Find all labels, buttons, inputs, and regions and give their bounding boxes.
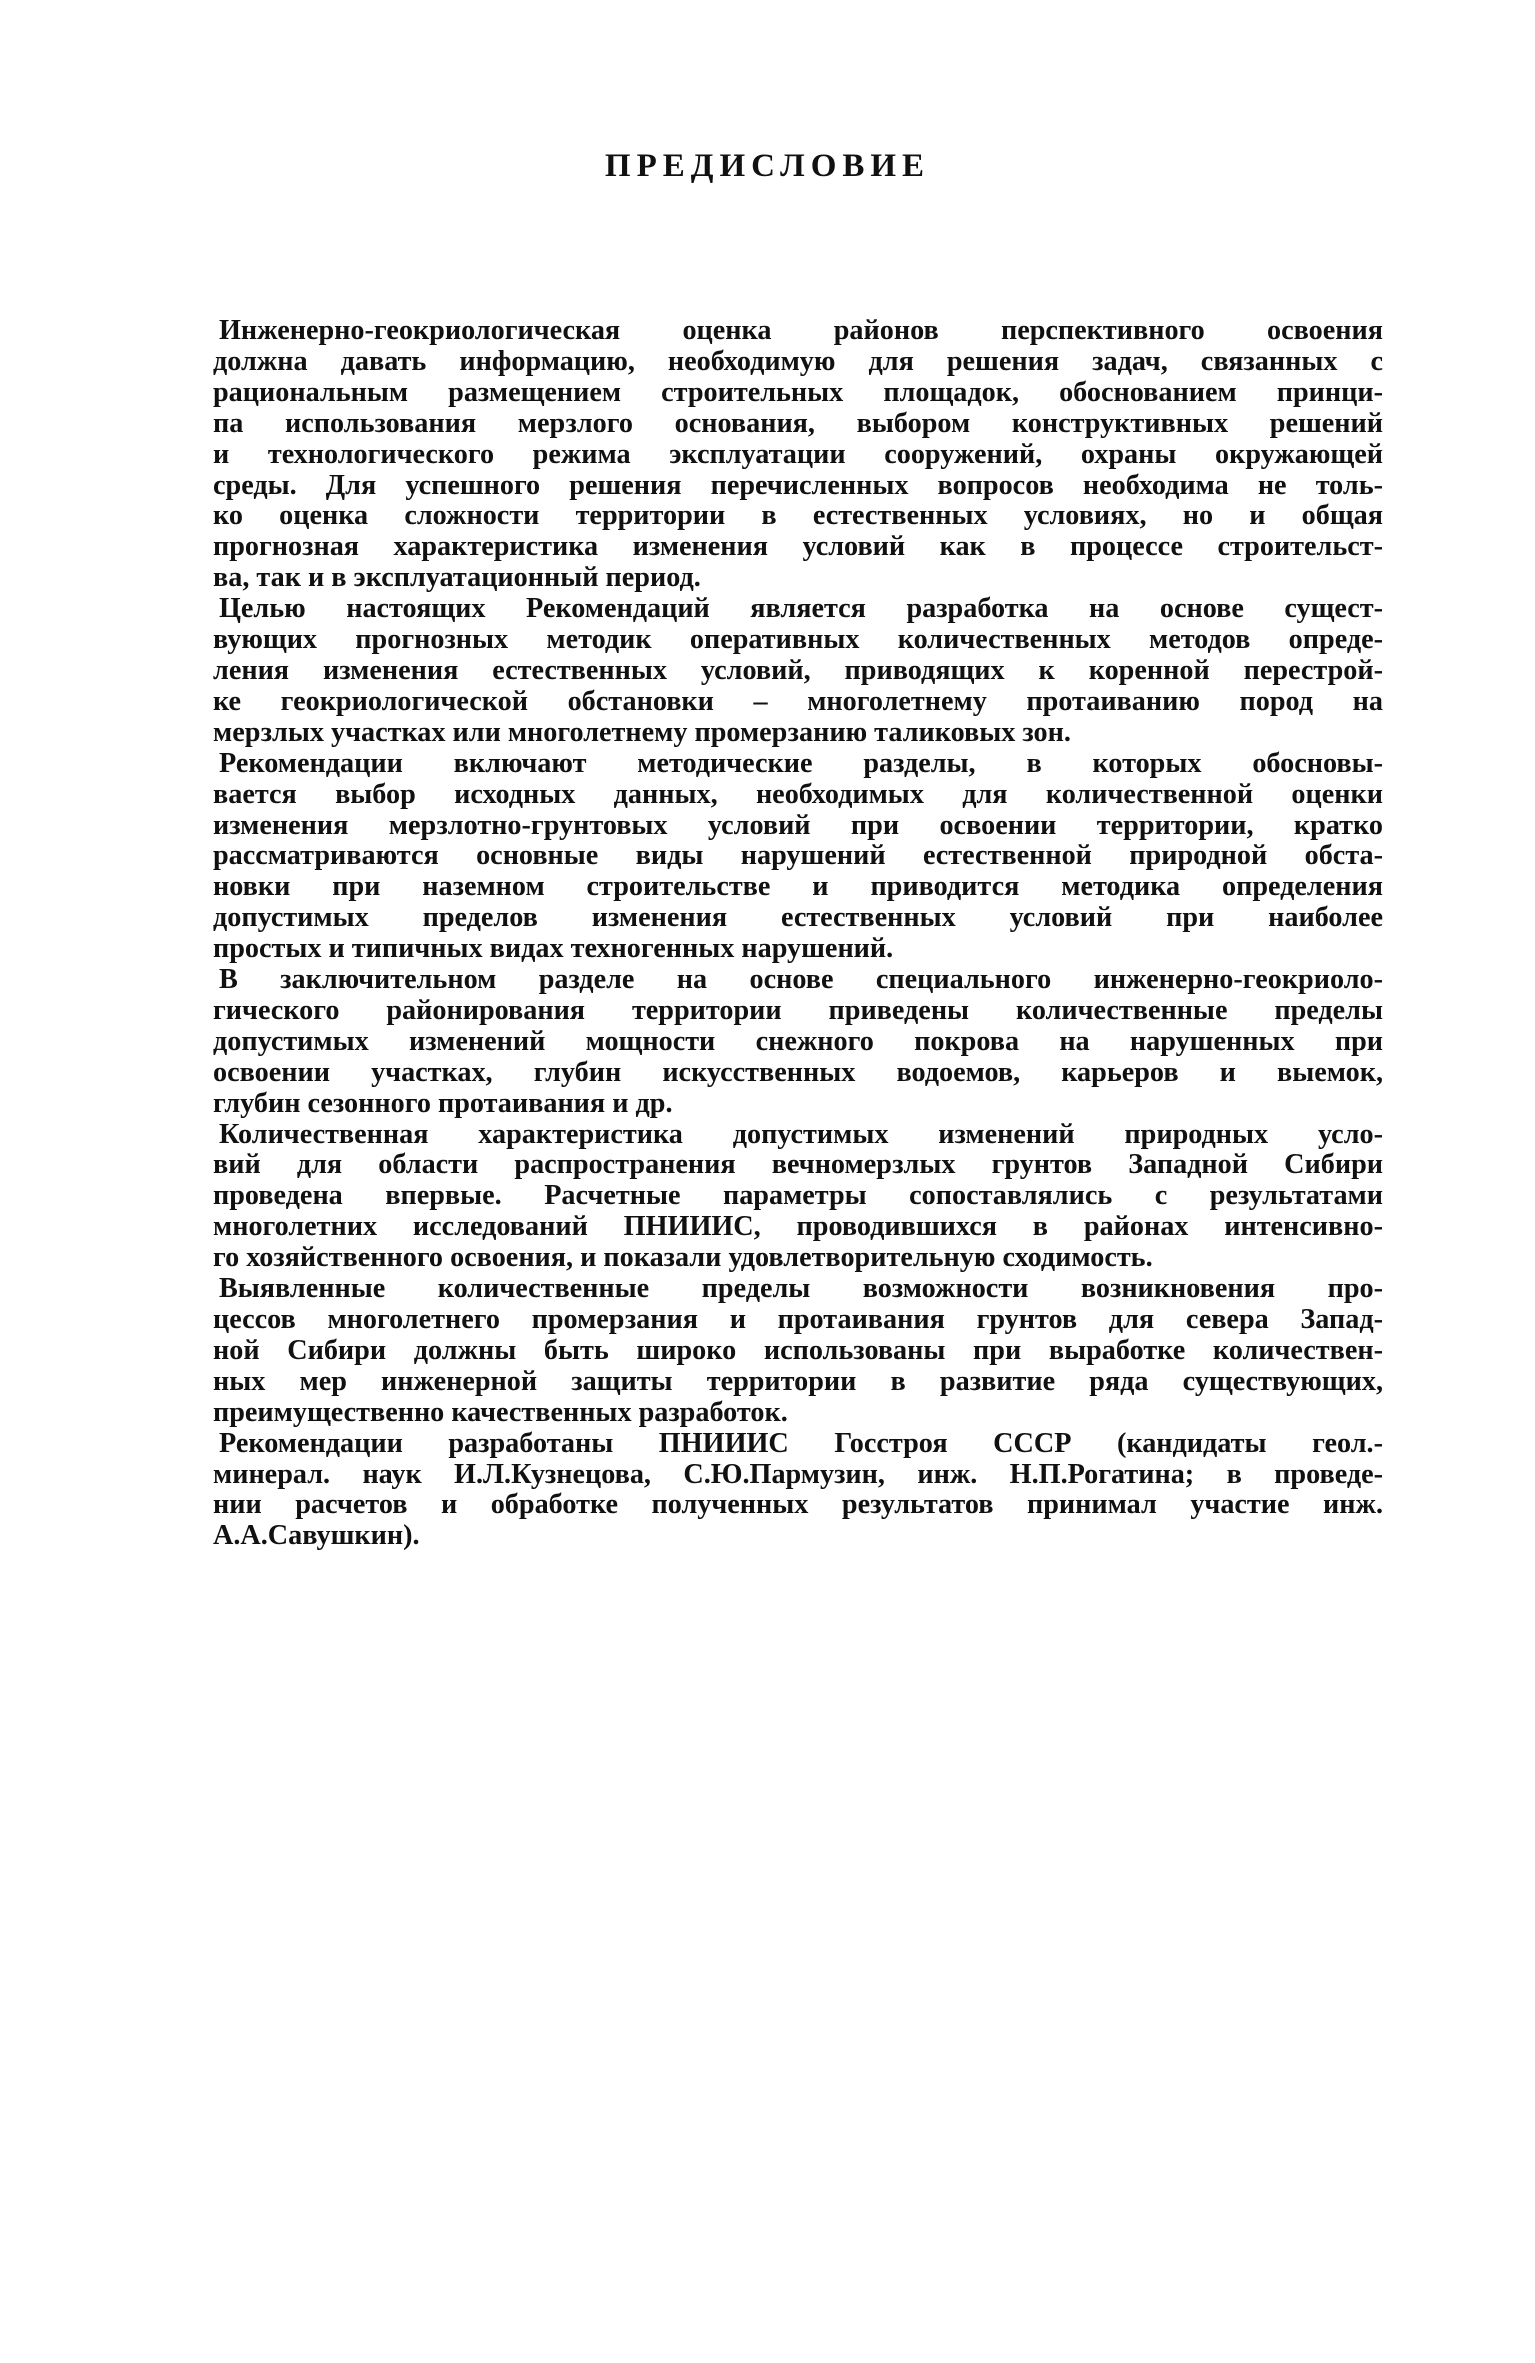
text-line: ных мер инженерной защиты территории в развитие ряда существующих, — [213, 1365, 1383, 1397]
paragraph — [213, 316, 1383, 594]
text-line: минерал. наук И.Л.Кузнецова, С.Ю.Пармузин, инж. Н.П.Рогатина; в проведе- — [213, 1458, 1383, 1490]
text-line: гического районирования территории приведены количественные пределы — [213, 994, 1383, 1026]
text-line: преимущественно качественных разработок. — [213, 1396, 788, 1428]
text-line: вается выбор исходных данных, необходимых для количественной оценки — [213, 778, 1383, 810]
text-line: Выявленные количественные пределы возможности возникновения про- — [219, 1273, 1383, 1305]
paragraph — [213, 965, 1383, 1120]
text-line: В заключительном разделе на основе специального инженерно-геокриоло- — [219, 964, 1383, 996]
text-line: мерзлых участках или многолетнему промерзанию таликовых зон. — [213, 716, 1071, 748]
paragraph — [213, 749, 1383, 965]
text-line: вий для области распространения вечномерзлых грунтов Западной Сибири — [213, 1149, 1383, 1181]
text-line: ва, так и в эксплуатационный период. — [213, 562, 701, 594]
text-line: прогнозная характеристика изменения условий как в процессе строительст- — [213, 531, 1383, 563]
paragraph — [213, 1120, 1383, 1275]
body-text — [213, 316, 1383, 1552]
text-line: ления изменения естественных условий, приводящих к коренной перестрой- — [213, 654, 1383, 686]
text-line: па использования мерзлого основания, выбором конструктивных решений — [213, 407, 1383, 439]
text-line: ко оценка сложности территории в естественных условиях, но и общая — [213, 500, 1383, 532]
text-line: проведена впервые. Расчетные параметры сопоставлялись с результатами — [213, 1180, 1383, 1212]
text-line: глубин сезонного протаивания и др. — [213, 1087, 673, 1119]
text-line: освоении участках, глубин искусственных водоемов, карьеров и выемок, — [213, 1056, 1383, 1088]
text-line: А.А.Савушкин). — [213, 1520, 420, 1552]
text-line: изменения мерзлотно-грунтовых условий при освоении территории, кратко — [213, 809, 1383, 841]
text-line: рациональным размещением строительных площадок, обоснованием принци- — [213, 376, 1383, 408]
text-line: допустимых пределов изменения естественных условий при наиболее — [213, 902, 1383, 934]
text-line: вующих прогнозных методик оперативных количественных методов опреде- — [213, 624, 1383, 656]
text-line: ной Сибири должны быть широко использованы при выработке количествен- — [213, 1334, 1383, 1366]
text-line: Количественная характеристика допустимых изменений природных усло- — [219, 1118, 1383, 1150]
paragraph — [213, 1274, 1383, 1429]
text-line: рассматриваются основные виды нарушений естественной природной обста- — [213, 840, 1383, 872]
text-line: нии расчетов и обработке полученных результатов принимал участие инж. — [213, 1489, 1383, 1521]
text-line: цессов многолетнего промерзания и протаивания грунтов для севера Запад- — [213, 1304, 1383, 1335]
paragraph — [213, 1429, 1383, 1553]
text-line: Целью настоящих Рекомендаций является разработка на основе сущест- — [219, 593, 1383, 625]
text-line: среды. Для успешного решения перечисленных вопросов необходима не толь- — [213, 469, 1383, 501]
text-line: простых и типичных видах техногенных нарушений. — [213, 933, 894, 965]
text-line: новки при наземном строительстве и приводится методика определения — [213, 871, 1383, 903]
text-line: Инженерно-геокриологическая оценка районов перспективного освоения — [219, 315, 1383, 346]
text-line: допустимых изменений мощности снежного покрова на нарушенных при — [213, 1025, 1383, 1057]
page-title: ПРЕДИСЛОВИЕ — [604, 148, 931, 184]
text-line: многолетних исследований ПНИИИС, проводившихся в районах интенсивно- — [213, 1211, 1383, 1243]
text-line: Рекомендации включают методические разделы, в которых обосновы- — [219, 747, 1383, 779]
text-line: ке геокриологической обстановки – многолетнему протаиванию пород на — [213, 685, 1383, 717]
text-line: и технологического режима эксплуатации сооружений, охраны окружающей — [213, 438, 1383, 470]
text-line: го хозяйственного освоения, и показали удовлетворительную сходимость. — [213, 1242, 1153, 1274]
paragraph — [213, 594, 1383, 749]
text-line: Рекомендации разработаны ПНИИИС Госстроя СССР (кандидаты геол.- — [219, 1427, 1383, 1459]
text-line: должна давать информацию, необходимую для решения задач, связанных с — [213, 345, 1383, 377]
